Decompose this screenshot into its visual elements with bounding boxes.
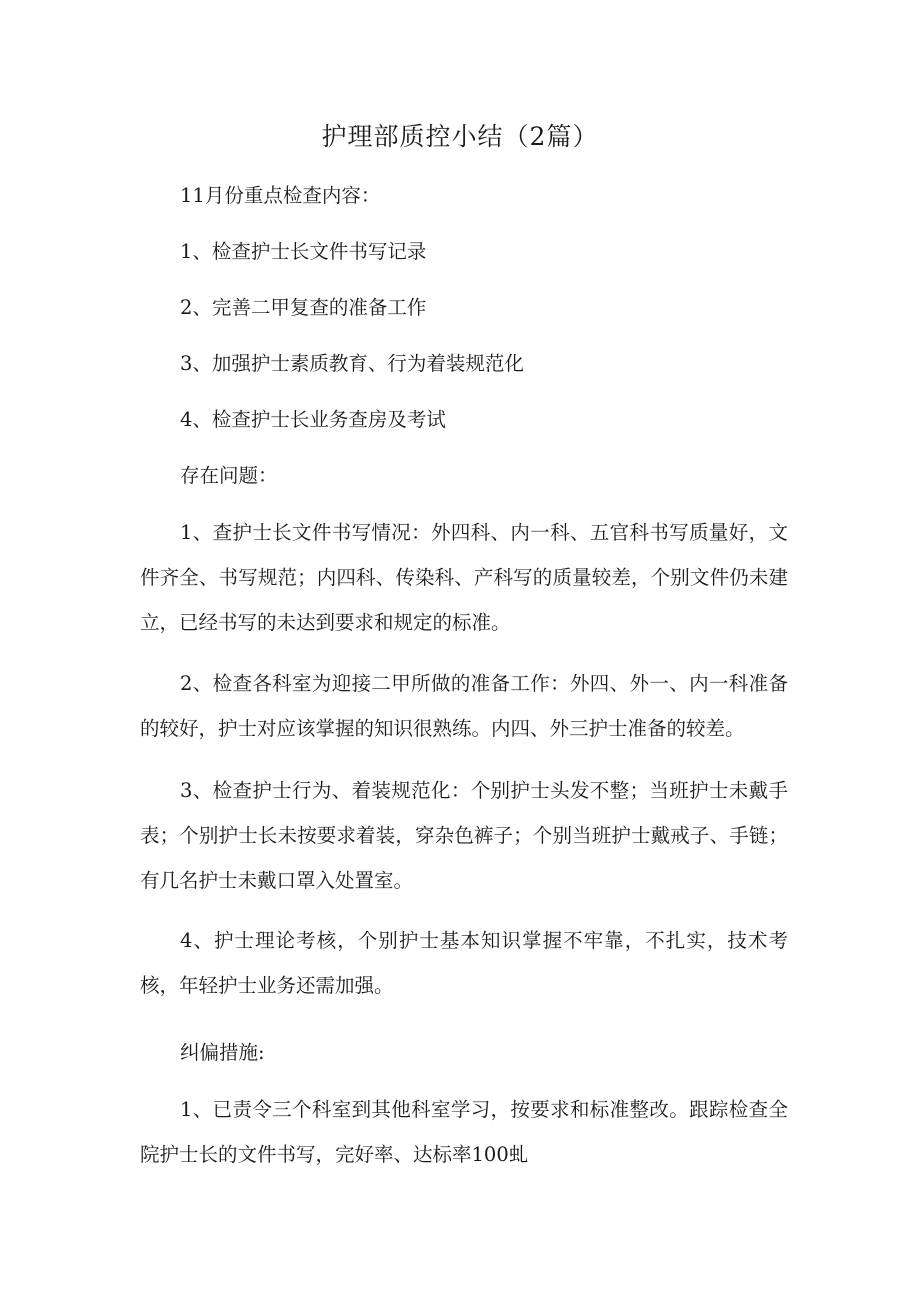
problem-paragraph-3: 3、检查护士行为、着装规范化：个别护士头发不整；当班护士未戴手表；个别护士长未按要求着装，穿杂色裤子；个别当班护士戴戒子、手链；有几名护士未戴口罩入处置室。: [140, 779, 788, 892]
problem-paragraph-2: 2、检查各科室为迎接二甲所做的准备工作：外四、外一、内一科准备的较好，护士对应该掌握的知识很熟练。内四、外三护士准备的较差。: [140, 672, 788, 740]
problems-heading: 存在问题：: [180, 464, 278, 487]
problem-paragraph-1: 1、查护士长文件书写情况：外四科、内一科、五官科书写质量好，文件齐全、书写规范；内四科、传染科、产科写的质量较差，个别文件仍未建立，已经书写的未达到要求和规定的标准。: [140, 521, 788, 634]
document-title: 护理部质控小结（2篇）: [321, 122, 599, 151]
measures-heading: 纠偏措施:: [180, 1041, 265, 1064]
inspection-item-4: 4、检查护士长业务查房及考试: [180, 408, 446, 431]
measure-paragraph-1: 1、已责令三个科室到其他科室学习，按要求和标准整改。跟踪检查全院护士长的文件书写，完好率、达标率100虬: [140, 1098, 788, 1166]
inspection-item-1: 1、检查护士长文件书写记录: [180, 240, 427, 263]
inspection-heading: 11月份重点检查内容：: [180, 184, 381, 207]
inspection-item-3: 3、加强护士素质教育、行为着装规范化: [180, 352, 524, 375]
problem-paragraph-4: 4、护士理论考核，个别护士基本知识掌握不牢靠，不扎实，技术考核，年轻护士业务还需加强。: [140, 929, 788, 997]
inspection-item-2: 2、完善二甲复查的准备工作: [180, 296, 427, 319]
